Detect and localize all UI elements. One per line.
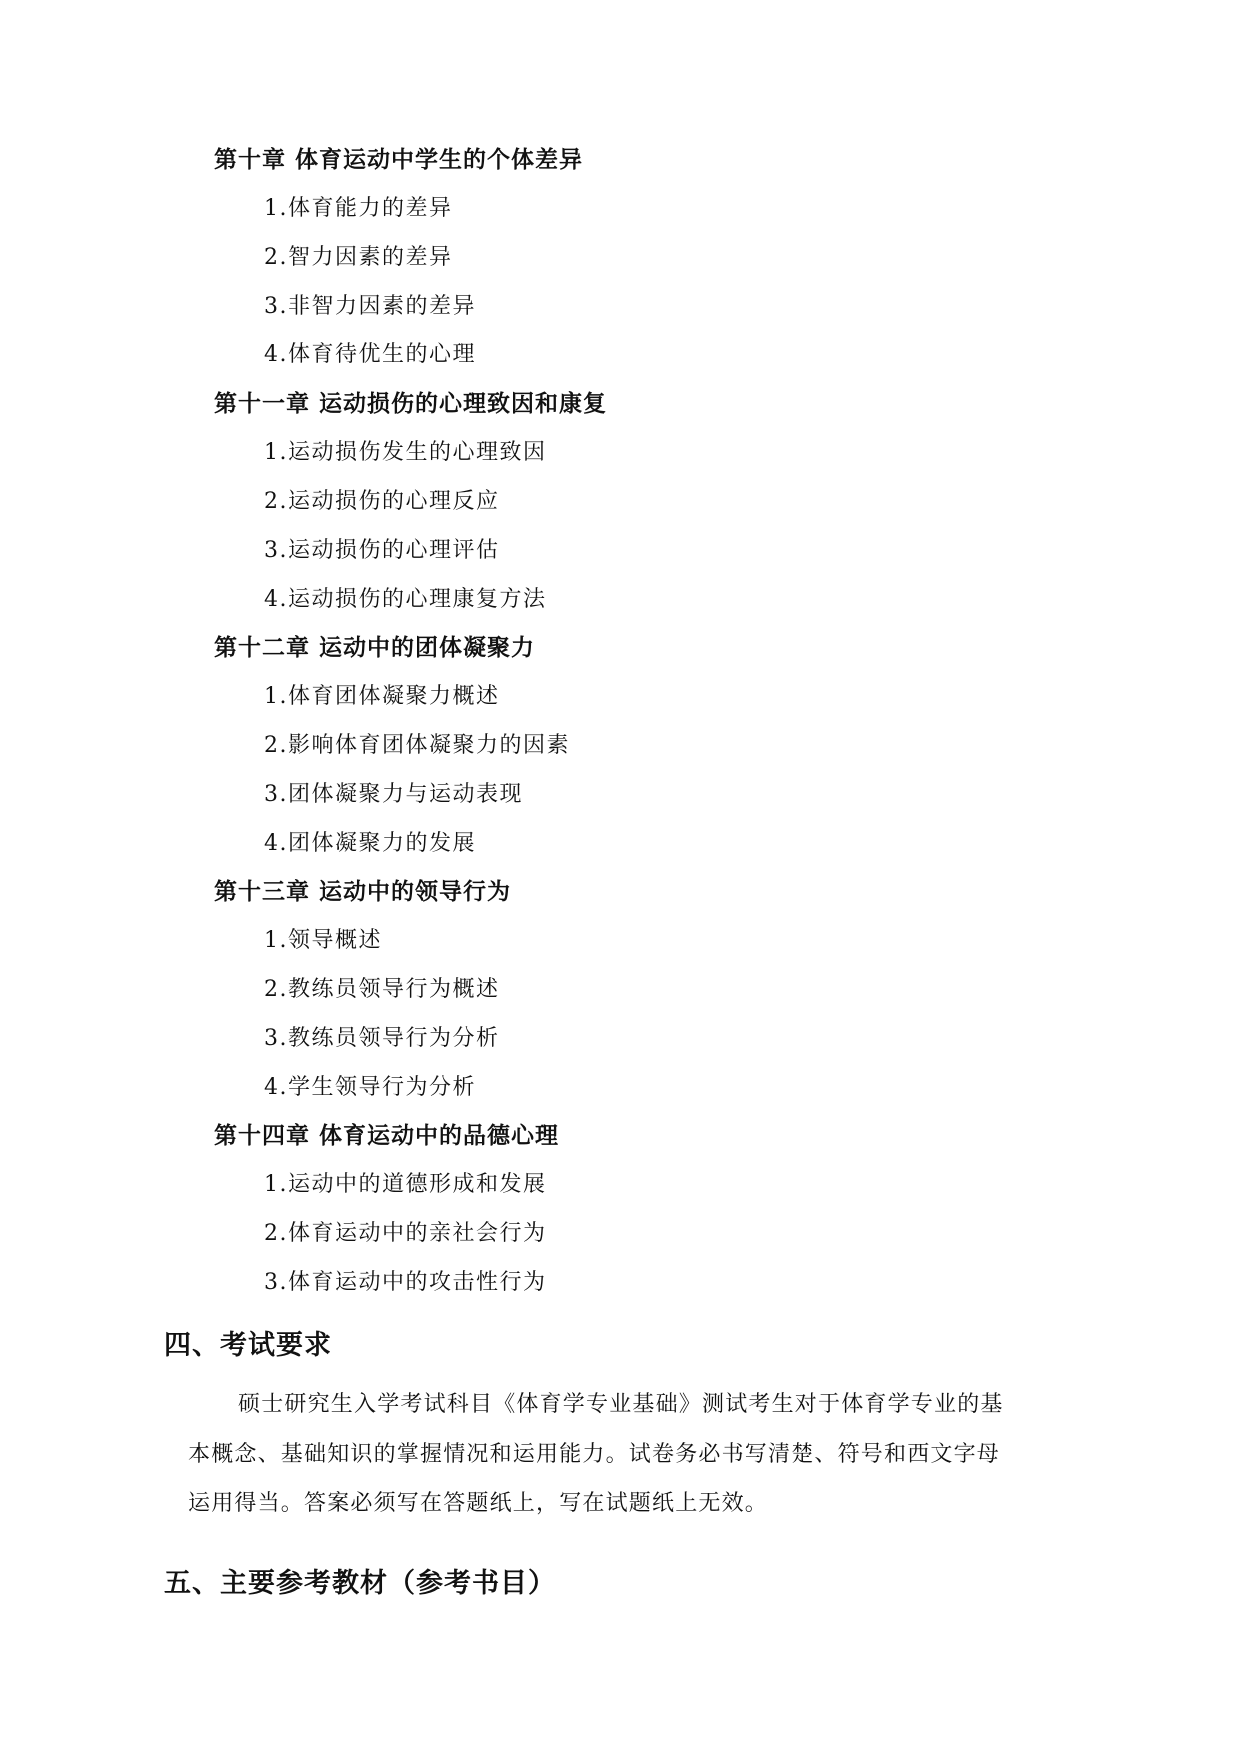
chapter-14-title: 第十四章 体育运动中的品德心理 (214, 1123, 560, 1149)
chapter-13-title: 第十三章 运动中的领导行为 (214, 879, 512, 905)
chapter-12-item-3: 3.团体凝聚力与运动表现 (264, 782, 523, 807)
chapter-11-item-1: 1.运动损伤发生的心理致因 (264, 440, 547, 465)
chapter-14-item-3: 3.体育运动中的攻击性行为 (264, 1270, 547, 1295)
section-4-paragraph-line-2: 本概念、基础知识的掌握情况和运用能力。试卷务必书写清楚、符号和西文字母 (188, 1442, 1001, 1467)
section-5-title: 五、主要参考教材（参考书目） (164, 1568, 556, 1599)
chapter-11-item-3: 3.运动损伤的心理评估 (264, 538, 500, 563)
chapter-13-item-3: 3.教练员领导行为分析 (264, 1026, 500, 1051)
chapter-12-item-1: 1.体育团体凝聚力概述 (264, 684, 500, 709)
chapter-11-item-4: 4.运动损伤的心理康复方法 (264, 587, 547, 612)
chapter-13-item-4: 4.学生领导行为分析 (264, 1075, 476, 1100)
chapter-13-item-2: 2.教练员领导行为概述 (264, 977, 500, 1002)
chapter-10-title: 第十章 体育运动中学生的个体差异 (214, 147, 584, 173)
chapter-14-item-1: 1.运动中的道德形成和发展 (264, 1172, 547, 1197)
chapter-10-item-1: 1.体育能力的差异 (264, 196, 453, 221)
chapter-10-item-4: 4.体育待优生的心理 (264, 342, 476, 367)
section-4-paragraph-line-3: 运用得当。答案必须写在答题纸上，写在试题纸上无效。 (188, 1491, 769, 1516)
section-4-title: 四、考试要求 (164, 1330, 332, 1361)
chapter-13-item-1: 1.领导概述 (264, 928, 382, 953)
chapter-14-item-2: 2.体育运动中的亲社会行为 (264, 1221, 547, 1246)
chapter-12-title: 第十二章 运动中的团体凝聚力 (214, 635, 536, 661)
chapter-12-item-2: 2.影响体育团体凝聚力的因素 (264, 733, 570, 758)
chapter-10-item-2: 2.智力因素的差异 (264, 245, 453, 270)
chapter-10-item-3: 3.非智力因素的差异 (264, 294, 476, 319)
chapter-11-item-2: 2.运动损伤的心理反应 (264, 489, 500, 514)
section-4-paragraph-line-1: 硕士研究生入学考试科目《体育学专业基础》测试考生对于体育学专业的基 (238, 1392, 1004, 1417)
chapter-11-title: 第十一章 运动损伤的心理致因和康复 (214, 391, 608, 417)
chapter-12-item-4: 4.团体凝聚力的发展 (264, 831, 476, 856)
